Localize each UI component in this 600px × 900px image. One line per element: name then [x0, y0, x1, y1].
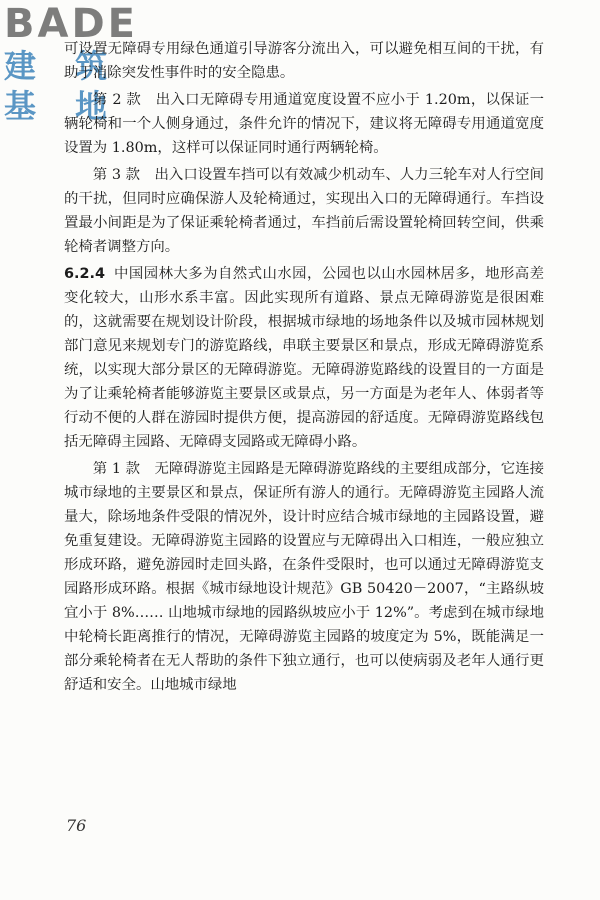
paragraph-text: 第 1 款 无障碍游览主园路是无障碍游览路线的主要组成部分，它连接城市绿地的主要景区和景点，保证所有游人的通行。无障碍游览主园路人流量大，除场地条件受限的情况外，设计时应结合城市绿地的主园路设置，避免重复建设。无障碍游览主园路的设置应与无障碍出入口相连，一般应独立形成环路，避免游园时走回头路，在条件受限时，也可以通过无障碍游览支园路形成环路。根据《城市绿地设计规范》GB 50420－2007，“主路纵坡宜小于 8%…… 山地城市绿地的园路纵坡应小于 12%”。考虑到在城市绿地中轮椅长距离推行的情况，无障碍游览主园路的坡度定为 5%，既能满足一部分乘轮椅者在无人帮助的条件下独立通行，也可以使病弱及老年人通行更舒适和安全。山地城市绿地 [64, 461, 544, 693]
watermark-latin-text: BADE [4, 1, 138, 47]
paragraph-clause-1 [64, 457, 544, 697]
body-text [64, 37, 544, 700]
section-number: 6.2.4 [64, 266, 105, 282]
paragraph-text: 第 2 款 出入口无障碍专用通道宽度设置不应小于 1.20m，以保证一辆轮椅和一个人侧身通过，条件允许的情况下，建议将无障碍专用通道宽度设置为 1.80m，这样可以保证同时通行两辆轮椅。 [64, 92, 544, 156]
paragraph-text: 可设置无障碍专用绿色通道引导游客分流出入，可以避免相互间的干扰，有助于消除突发性事件时的安全隐患。 [64, 41, 544, 81]
paragraph-section-6-2-4 [64, 262, 544, 454]
paragraph-continued [64, 37, 544, 85]
watermark-chinese-text: 建 筑 基 地 [4, 47, 122, 125]
page-number: 76 [66, 816, 87, 835]
paragraph-text: 中国园林大多为自然式山水园，公园也以山水园林居多，地形高差变化较大，山形水系丰富。因此实现所有道路、景点无障碍游览是很困难的，这就需要在规划设计阶段，根据城市绿地的场地条件以及城市园林规划部门意见来规划专门的游览路线，串联主要景区和景点，形成无障碍游览系统，以实现大部分景区的无障碍游览。无障碍游览路线的设置目的一方面是为了让乘轮椅者能够游览主要景区或景点，另一方面是为老年人、体弱者等行动不便的人群在游园时提供方便，提高游园的舒适度。无障碍游览路线包括无障碍主园路、无障碍支园路或无障碍小路。 [64, 266, 544, 450]
paragraph-text: 第 3 款 出入口设置车挡可以有效减少机动车、人力三轮车对人行空间的干扰，但同时应确保游人及轮椅通过，实现出入口的无障碍通行。车挡设置最小间距是为了保证乘轮椅者通过，车挡前后需设置轮椅回转空间，供乘轮椅者调整方向。 [64, 167, 544, 255]
paragraph-clause-2 [64, 88, 544, 160]
paragraph-clause-3 [64, 163, 544, 259]
